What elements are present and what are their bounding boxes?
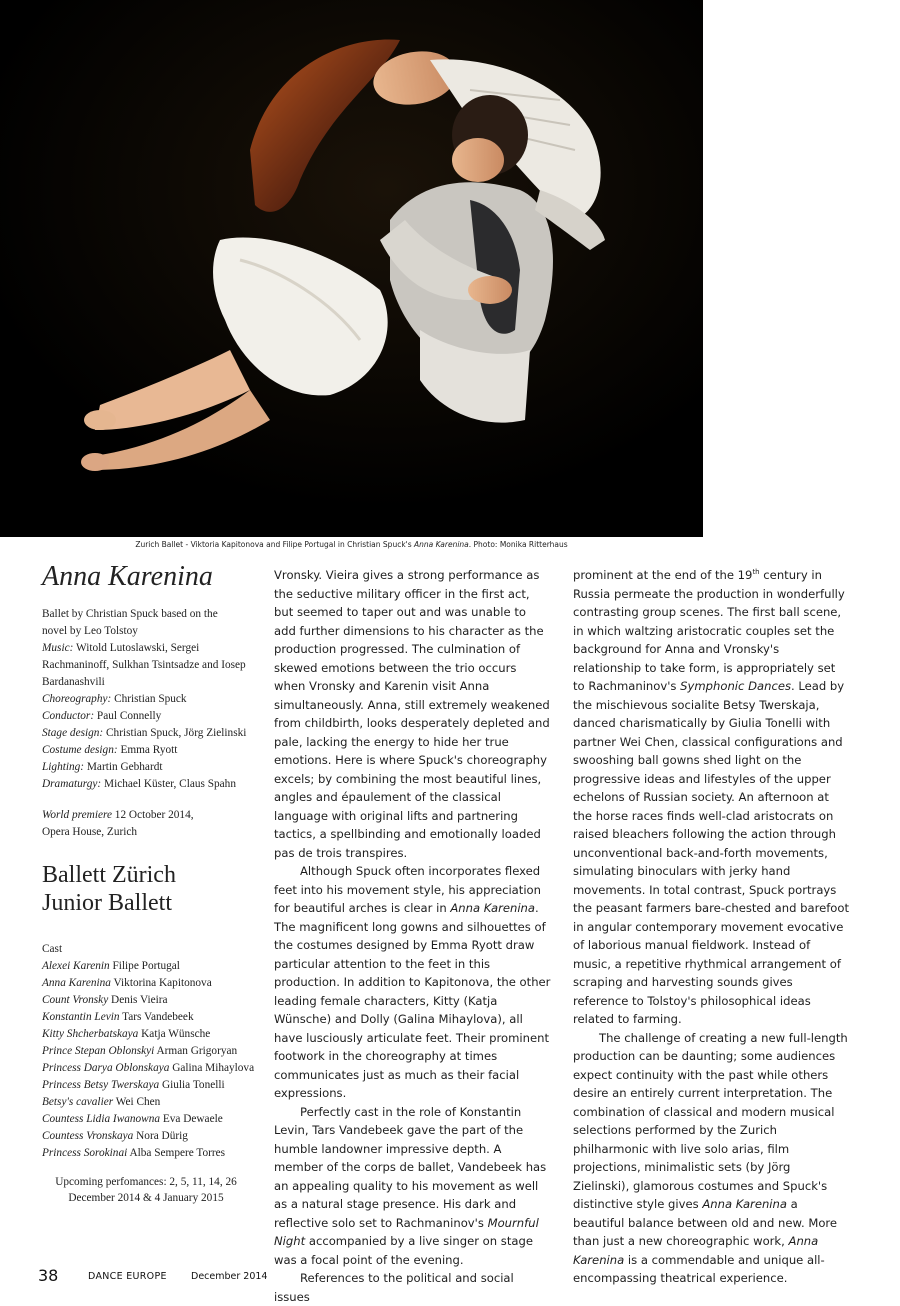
premiere-venue: Opera House, Zurich xyxy=(42,826,138,838)
role-label: Princess Darya Oblonskaya xyxy=(42,1062,170,1074)
person-name: Filipe Portugal xyxy=(109,960,180,972)
paragraph-text: century in Russia permeate the production in wonderfully contrasting group scenes. The first ball scene, in which waltzing aristocratic couples set the background for Anna and Vronsky's relationship to take form, is appropriately set to Rachmaninov's xyxy=(573,568,845,693)
credit-entry xyxy=(42,640,256,691)
paragraph-text: a beautiful balance between old and new. More than just a new choreographic work, xyxy=(573,1197,838,1248)
person-name: Denis Vieira xyxy=(108,994,168,1006)
credit-entry xyxy=(42,776,256,793)
paragraph-text: . The magnificent long gowns and silhouettes of the costumes designed by Emma Ryott draw particular attention to the feet in this production. In addition to Kapitonova, the other leading female characters, Kitty (Katja Wünsche) and Dolly (Galina Mihaylova), all have lusciously articulate feet. Their prominent footwork in the choreography at times communicates just as much as their facial expressions. xyxy=(274,901,551,1100)
person-name: Martin Gebhardt xyxy=(84,761,163,773)
upcoming-line-2: December 2014 & 4 January 2015 xyxy=(68,1192,224,1204)
cast-entry xyxy=(42,1077,256,1094)
person-name: Arman Grigoryan xyxy=(154,1045,238,1057)
cast-heading: Cast xyxy=(42,943,63,955)
person-name: Katja Wünsche xyxy=(138,1028,211,1040)
music-title: Symphonic Dances xyxy=(680,679,792,693)
article-column-2 xyxy=(274,566,551,1306)
role-label: Betsy's cavalier xyxy=(42,1096,114,1108)
role-label: Choreography: xyxy=(42,693,112,705)
work-title: Anna Karenina xyxy=(702,1197,787,1211)
caption-suffix: . Photo: Monika Ritterhaus xyxy=(468,540,568,549)
role-label: Prince Stepan Oblonskyi xyxy=(42,1045,155,1057)
cast-list xyxy=(36,958,256,1162)
person-name: Nora Dürig xyxy=(133,1130,188,1142)
cast-entry xyxy=(42,1111,256,1128)
cast-entry xyxy=(42,1094,256,1111)
cast-entry xyxy=(42,1128,256,1145)
role-label: Anna Karenina xyxy=(42,977,111,989)
cast-entry xyxy=(42,992,256,1009)
music-title: Mournful Night xyxy=(274,1215,539,1248)
credit-entry xyxy=(42,708,256,725)
role-label: Princess Betsy Twerskaya xyxy=(42,1079,160,1091)
caption-work-title: Anna Karenina xyxy=(414,540,469,549)
person-name: Wei Chen xyxy=(113,1096,161,1108)
ordinal-suffix: th xyxy=(752,568,760,577)
role-label: Music: xyxy=(42,642,74,654)
upcoming-performances xyxy=(36,1174,256,1206)
company-line-1: Ballett Zürich xyxy=(42,862,176,888)
cast-entry xyxy=(42,1009,256,1026)
person-name: Viktorina Kapitonova xyxy=(110,977,212,989)
person-name: Galina Mihaylova xyxy=(169,1062,255,1074)
role-label: Lighting: xyxy=(42,761,85,773)
page-number: 38 xyxy=(38,1266,59,1285)
production-credits-sidebar xyxy=(36,560,256,1206)
person-name: Michael Küster, Claus Spahn xyxy=(101,778,236,790)
dancers-photo-illustration xyxy=(0,0,703,537)
role-label: Conductor: xyxy=(42,710,95,722)
credit-entry xyxy=(42,742,256,759)
credit-entry xyxy=(42,691,256,708)
magazine-name: DANCE EUROPE xyxy=(88,1271,167,1282)
role-label: Count Vronsky xyxy=(42,994,109,1006)
credit-entry xyxy=(42,725,256,742)
person-name: Alba Sempere Torres xyxy=(127,1147,226,1159)
role-label: Princess Sorokinai xyxy=(42,1147,128,1159)
upcoming-line-1: Upcoming perfomances: 2, 5, 11, 14, 26 xyxy=(55,1176,237,1188)
article-column-3 xyxy=(573,566,850,1288)
person-name: Giulia Tonelli xyxy=(159,1079,225,1091)
person-name: Tars Vandebeek xyxy=(119,1011,194,1023)
work-title: Anna Karenina xyxy=(573,1234,819,1267)
paragraph-text: accompanied by a live singer on stage was a focal point of the evening. xyxy=(274,1234,533,1267)
cast-entry xyxy=(42,958,256,975)
paragraph xyxy=(573,1029,850,1288)
cast-entry xyxy=(42,1060,256,1077)
credits-list xyxy=(36,640,256,793)
cast-entry xyxy=(42,1043,256,1060)
role-label: Countess Vronskaya xyxy=(42,1130,134,1142)
work-title: Anna Karenina xyxy=(450,901,535,915)
person-name: Emma Ryott xyxy=(117,744,178,756)
person-name: Christian Spuck xyxy=(111,693,187,705)
paragraph-text: Although Spuck often incorporates flexed feet into his movement style, his appreciation for beautiful arches is clear in xyxy=(274,864,541,915)
person-name: Witold Lutoslawski, Sergei Rachmaninoff, Sulkhan Tsintsadze and Iosep Bardanashvili xyxy=(42,642,246,688)
premiere-role: World premiere xyxy=(42,809,112,821)
paragraph: Vronsky. Vieira gives a strong performance as the seductive military officer in the first act, but seemed to taper out and was unable to add further dimensions to his character as the production progressed. The culmination of skewed emotions between the trio occurs when Vronsky and Karenin visit Anna simultaneously. Anna, still extremely weakened from childbirth, looks desperately depleted and pale, lacking the energy to hide her true emotions. Here is where Spuck's choreography excels; by combining the most beautiful lines, angles and épaulement of the classical language with original lifts and partnering tactics, a spellbinding and emotionally loaded pas de trois transpires. xyxy=(274,568,550,860)
paragraph-text: is a commendable and unique all-encompassing theatrical experience. xyxy=(573,1252,825,1285)
credit-entry xyxy=(42,759,256,776)
hero-photo xyxy=(0,0,703,537)
issue-date: December 2014 xyxy=(191,1271,268,1282)
premiere-info xyxy=(42,807,256,841)
cast-entry xyxy=(42,1026,256,1043)
role-label: Countess Lidia Iwanowna xyxy=(42,1113,161,1125)
paragraph-text: The challenge of creating a new full-length production can be daunting; some audiences expect continuity with the past while others desire an entirely current interpretation. The combination of classical and modern musical selections performed by the Zurich philharmonic with live solo arias, film projections, minimalistic sets (by Jörg Zielinski), glamorous costumes and Spuck's distinctive style gives xyxy=(573,1030,848,1211)
role-label: Stage design: xyxy=(42,727,104,739)
role-label: Costume design: xyxy=(42,744,118,756)
role-label: Alexei Karenin xyxy=(42,960,110,972)
paragraph-text: . Lead by the mischievous socialite Betsy Twerskaja, danced charismatically by Giulia Tonelli with partner Wei Chen, classical configurations and swooshing ball gowns shed light on the progressive ideas and lifestyles of the upper echelons of Russian society. An afternoon at the horse races finds well-clad aristocrats on raised bleachers following the action through unconventional back-and-forth movements, simulating binoculars with jerky hand movements. In total contrast, Spuck portrays the peasant farmers bare-chested and barefoot in angular contemporary movement evocative of laborious manual fieldwork. Instead of music, a repetitive rhythmical arrangement of scraping and harvesting sounds gives reference to Tolstoy's philosophical ideas related to farming. xyxy=(573,679,850,1026)
person-name: Eva Dewaele xyxy=(160,1113,223,1125)
paragraph-text: prominent at the end of the 19 xyxy=(573,568,753,582)
paragraph: References to the political and social issues xyxy=(274,1271,514,1304)
company-name xyxy=(42,861,256,917)
photo-caption xyxy=(0,540,703,549)
role-label: Kitty Shcherbatskaya xyxy=(42,1028,139,1040)
person-name: Paul Connelly xyxy=(94,710,162,722)
person-name: Christian Spuck, Jörg Zielinski xyxy=(103,727,247,739)
paragraph xyxy=(573,566,850,1029)
premiere-date: 12 October 2014, xyxy=(111,809,194,821)
paragraph xyxy=(274,1103,551,1270)
caption-prefix: Zurich Ballet - Viktoria Kapitonova and Filipe Portugal in Christian Spuck's xyxy=(135,540,415,549)
cast-entry xyxy=(42,975,256,992)
company-line-2: Junior Ballett xyxy=(42,890,172,916)
cast-entry xyxy=(42,1145,256,1162)
paragraph xyxy=(274,862,551,1103)
intro-line-2: novel by Leo Tolstoy xyxy=(42,625,138,637)
role-label: Konstantin Levin xyxy=(42,1011,120,1023)
article-title: Anna Karenina xyxy=(42,561,213,592)
role-label: Dramaturgy: xyxy=(42,778,102,790)
intro-line-1: Ballet by Christian Spuck based on the xyxy=(42,608,218,620)
paragraph-text: Perfectly cast in the role of Konstantin Levin, Tars Vandebeek gave the part of the humble landowner impressive depth. A member of the corps de ballet, Vandebeek has an appealing quality to his movement as well as a natural stage presence. His dark and reflective solo set to Rachmaninov's xyxy=(274,1104,547,1230)
